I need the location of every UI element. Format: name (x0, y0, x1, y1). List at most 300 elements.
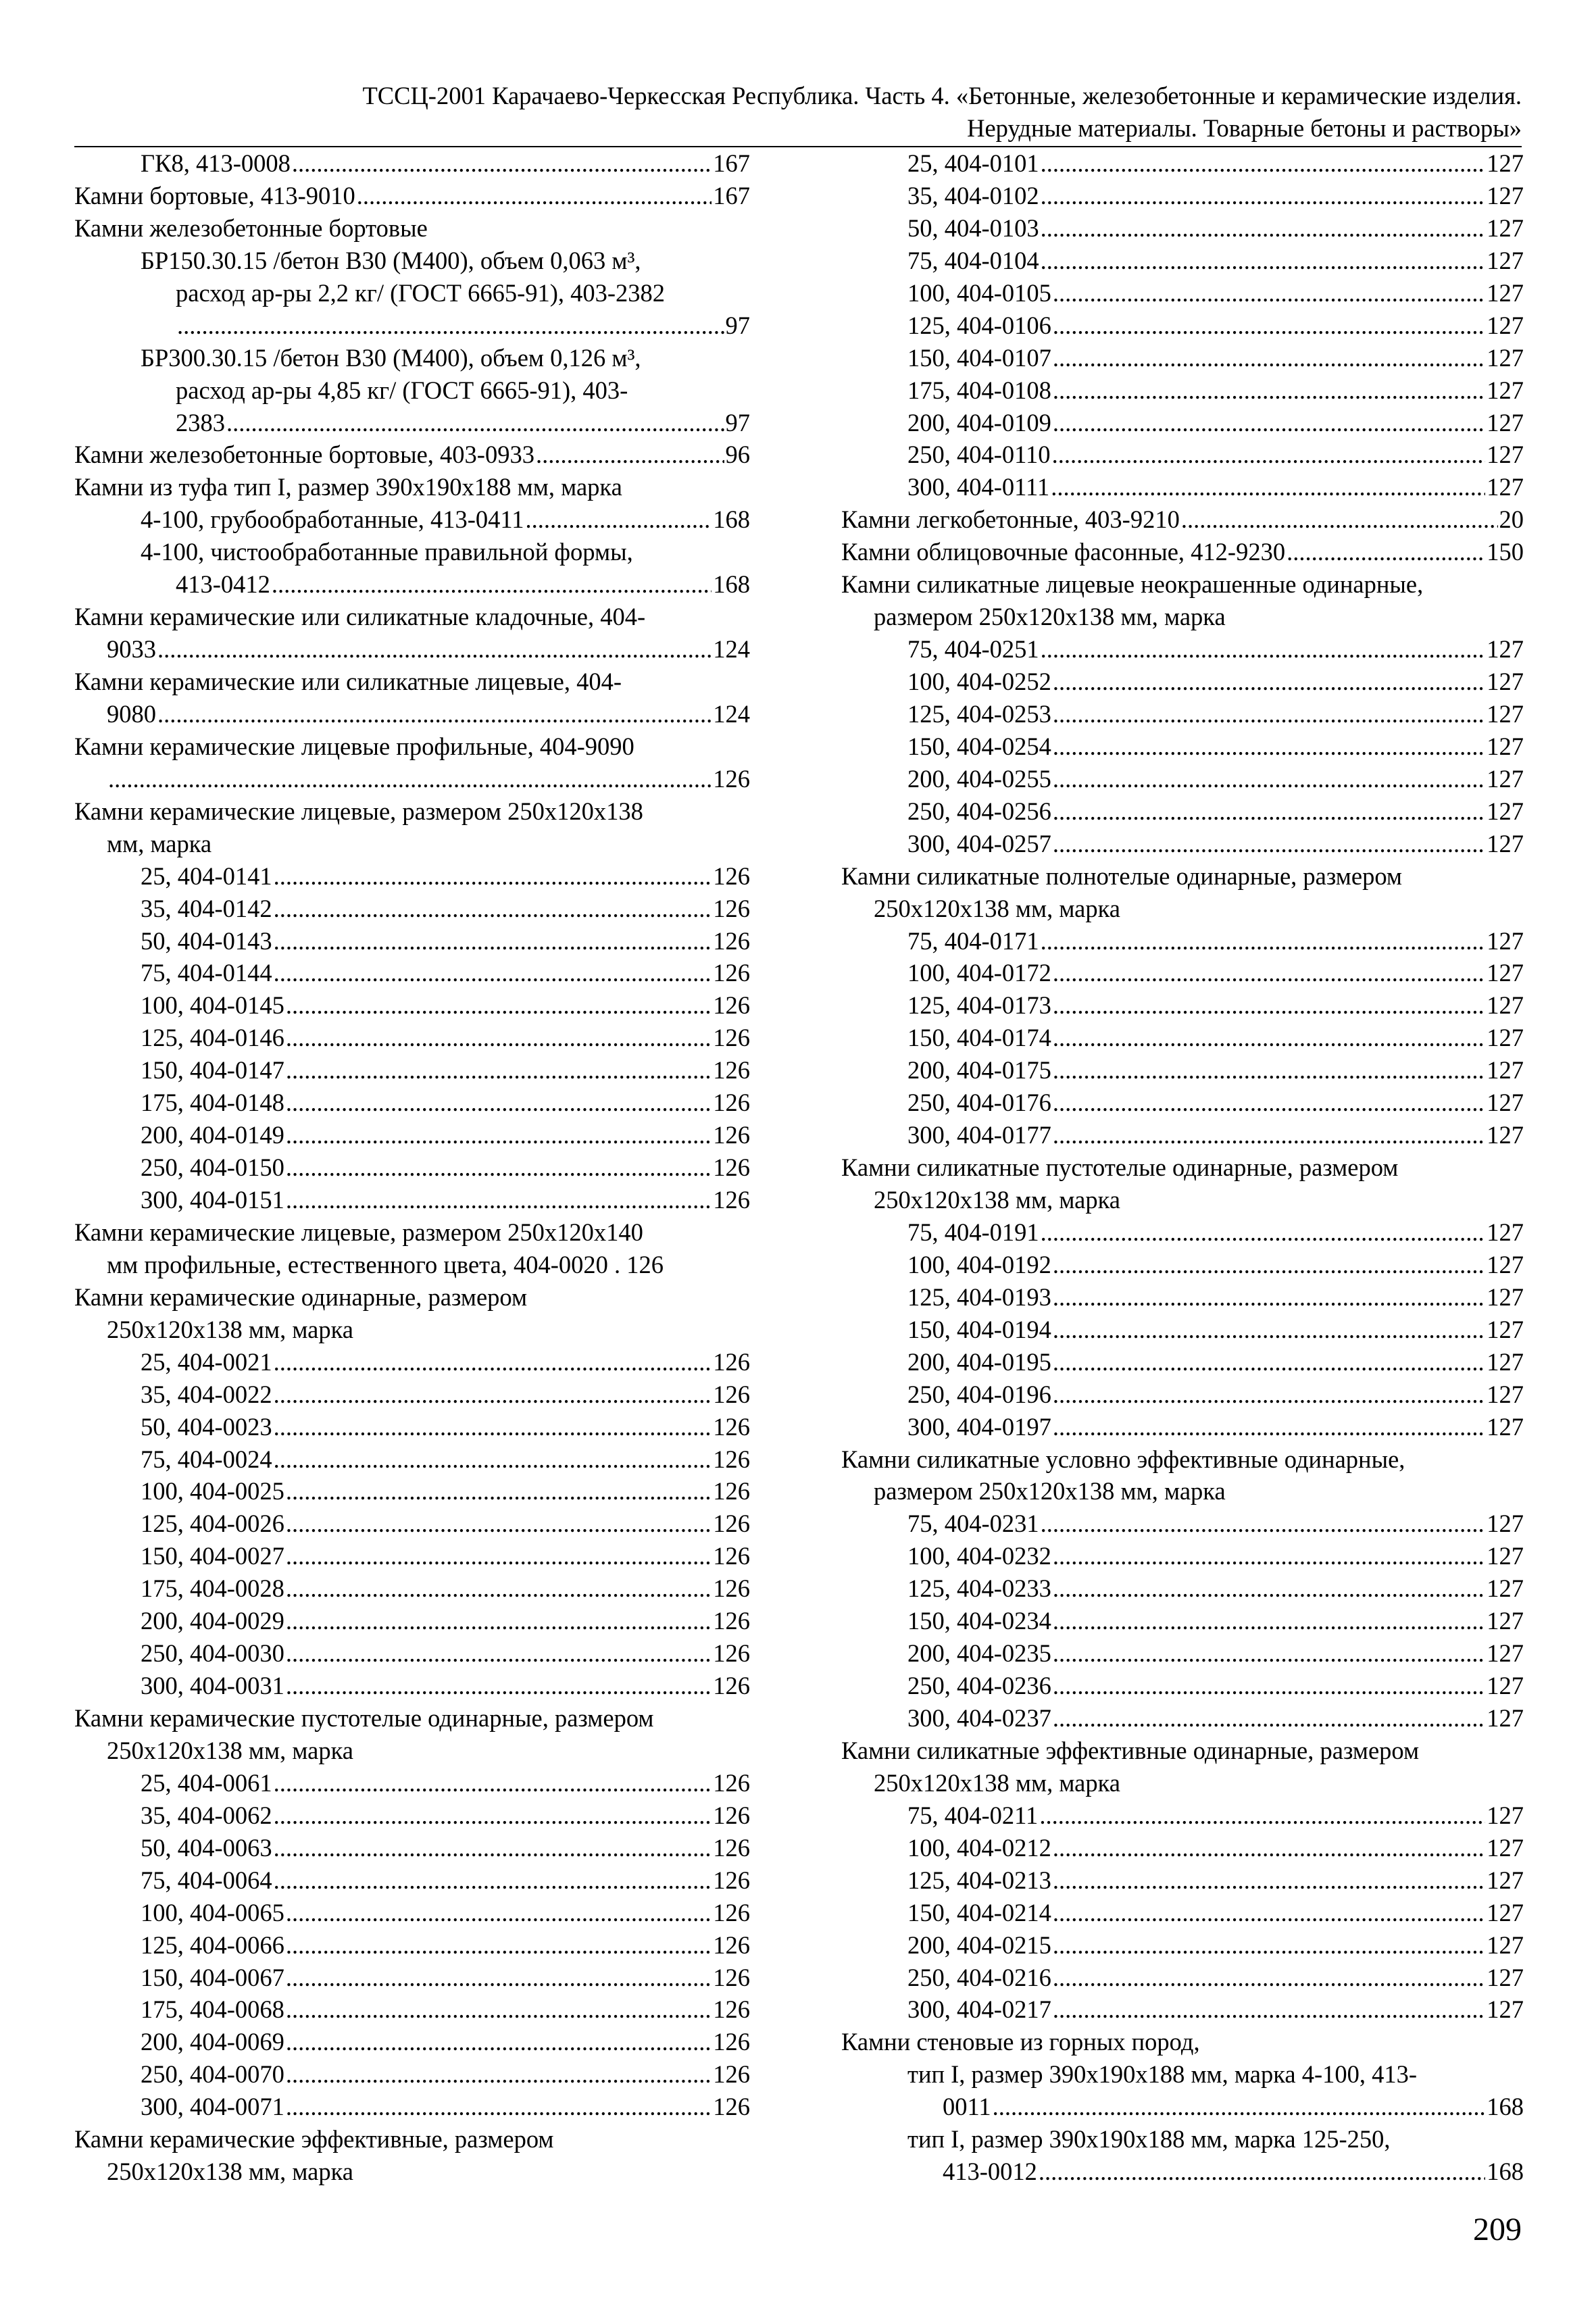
index-entry (74, 1022, 750, 1054)
index-entry (74, 1735, 750, 1767)
entry-text: 125, 404-0106 (907, 311, 1051, 339)
entry-page-ref: 124 (713, 699, 750, 728)
index-entry (841, 1864, 1524, 1897)
entry-text: 0011 (943, 2093, 991, 2121)
entry-page-ref: 126 (713, 764, 750, 793)
entry-page-ref: 127 (1487, 149, 1524, 177)
entry-text: 250, 404-0030 (141, 1639, 284, 1668)
index-entry (74, 1411, 750, 1443)
index-entry (841, 795, 1524, 828)
index-entry (841, 245, 1524, 277)
index-entry (74, 1087, 750, 1119)
entry-text: 175, 404-0028 (141, 1574, 284, 1603)
entry-page-ref: 126 (713, 1801, 750, 1829)
entry-page-ref: 126 (713, 1510, 750, 1538)
dot-leader (286, 1993, 712, 2026)
entry-page-ref: 126 (713, 2028, 750, 2056)
index-entry (74, 2058, 750, 2091)
entry-text: 150, 404-0027 (141, 1542, 284, 1570)
entry-text: 150, 404-0067 (141, 1963, 284, 1991)
entry-text: 300, 404-0151 (141, 1186, 284, 1214)
dot-leader (286, 1119, 712, 1151)
index-entry (74, 1314, 750, 1346)
index-entry (841, 1605, 1524, 1637)
index-entry (841, 828, 1524, 860)
index-entry (841, 957, 1524, 989)
entry-text: 50, 404-0143 (141, 926, 272, 955)
entry-page-ref: 126 (713, 862, 750, 890)
entry-text: 75, 404-0104 (907, 246, 1039, 274)
entry-text: 250, 404-0070 (141, 2060, 284, 2089)
entry-text: 200, 404-0195 (907, 1347, 1051, 1376)
dot-leader (1053, 795, 1485, 828)
dot-leader (286, 2058, 712, 2091)
entry-text: 2383 (176, 408, 225, 437)
entry-page-ref: 126 (713, 1412, 750, 1441)
index-entry (841, 568, 1524, 601)
index-entry (841, 1216, 1524, 1249)
dot-leader (1053, 1637, 1485, 1670)
entry-text: 300, 404-0217 (907, 1995, 1051, 2024)
entry-text: 150, 404-0194 (907, 1315, 1051, 1343)
entry-page-ref: 127 (1487, 1574, 1524, 1603)
index-entry (841, 1508, 1524, 1540)
dot-leader (1053, 1702, 1485, 1735)
entry-text: 75, 404-0231 (907, 1510, 1039, 1538)
entry-text: 100, 404-0192 (907, 1250, 1051, 1278)
entry-page-ref: 127 (1487, 1995, 1524, 2024)
entry-text: 300, 404-0071 (141, 2093, 284, 2121)
index-entry (74, 439, 750, 471)
index-entry (74, 1540, 750, 1572)
index-entry (841, 1022, 1524, 1054)
entry-text: 125, 404-0026 (141, 1510, 284, 1538)
entry-text: Камни силикатные лицевые неокрашенные одинарные, (841, 570, 1424, 599)
index-entry (841, 1346, 1524, 1378)
dot-leader (1053, 1605, 1485, 1637)
entry-page-ref: 127 (1487, 1347, 1524, 1376)
entry-text: 35, 404-0102 (907, 181, 1039, 209)
index-entry (841, 1799, 1524, 1832)
entry-text: 300, 404-0111 (907, 473, 1050, 501)
entry-text: 100, 404-0172 (907, 959, 1051, 987)
entry-page-ref: 126 (713, 1024, 750, 1052)
entry-text: Камни из туфа тип I, размер 390x190x188 мм, марка (74, 473, 622, 501)
index-entry (841, 1249, 1524, 1281)
entry-text: 300, 404-0237 (907, 1704, 1051, 1732)
entry-page-ref: 127 (1487, 441, 1524, 469)
entry-text: 35, 404-0022 (141, 1380, 272, 1408)
dot-leader (1053, 1962, 1485, 1994)
index-column-right (841, 147, 1524, 2195)
entry-page-ref: 127 (1487, 699, 1524, 728)
entry-text: Камни силикатные эффективные одинарные, размером (841, 1736, 1420, 1764)
entry-page-ref: 127 (1487, 473, 1524, 501)
index-entry (74, 795, 750, 828)
index-entry (74, 2091, 750, 2123)
index-entry (74, 666, 750, 698)
dot-leader (1041, 180, 1486, 212)
index-column-left (74, 147, 750, 2195)
entry-text: 125, 404-0213 (907, 1866, 1051, 1894)
entry-text: 250, 404-0150 (141, 1153, 284, 1182)
entry-text: 125, 404-0146 (141, 1024, 284, 1052)
entry-text: Камни керамические пустотелые одинарные, размером (74, 1704, 654, 1732)
entry-text: 125, 404-0233 (907, 1574, 1051, 1603)
entry-text: тип I, размер 390x190x188 мм, марка 4-100, 413- (907, 2060, 1418, 2089)
index-entry (841, 1443, 1524, 1476)
entry-page-ref: 167 (713, 181, 750, 209)
entry-text: 75, 404-0171 (907, 926, 1039, 955)
index-entry (841, 1281, 1524, 1314)
entry-page-ref: 127 (1487, 1380, 1524, 1408)
entry-text: 100, 404-0105 (907, 278, 1051, 307)
dot-leader (1053, 1670, 1485, 1702)
entry-page-ref: 20 (1499, 505, 1524, 534)
entry-text: 300, 404-0177 (907, 1121, 1051, 1149)
entry-page-ref: 127 (1487, 1639, 1524, 1668)
index-entry (74, 1670, 750, 1702)
dot-leader (1053, 1993, 1485, 2026)
entry-page-ref: 127 (1487, 732, 1524, 760)
dot-leader (286, 1475, 712, 1508)
entry-text: 100, 404-0232 (907, 1542, 1051, 1570)
entry-page-ref: 127 (1487, 797, 1524, 825)
entry-text: Камни силикатные пустотелые одинарные, размером (841, 1153, 1399, 1182)
dot-leader (274, 1346, 712, 1378)
index-entry (841, 730, 1524, 763)
dot-leader (1041, 212, 1486, 245)
entry-page-ref: 126 (713, 1380, 750, 1408)
entry-text: 250, 404-0196 (907, 1380, 1051, 1408)
dot-leader (536, 439, 724, 471)
entry-page-ref: 126 (713, 1477, 750, 1505)
entry-page-ref: 127 (1487, 1542, 1524, 1570)
entry-text: расход ар-ры 4,85 кг/ (ГОСТ 6665-91), 403- (176, 376, 628, 404)
index-entry (74, 1702, 750, 1735)
entry-text: 250, 404-0216 (907, 1963, 1051, 1991)
index-entry (74, 1572, 750, 1605)
entry-text: 75, 404-0024 (141, 1445, 272, 1473)
index-entry (841, 666, 1524, 698)
entry-page-ref: 126 (713, 1672, 750, 1700)
index-entry (841, 536, 1524, 568)
dot-leader (1053, 1087, 1485, 1119)
entry-page-ref: 126 (713, 1089, 750, 1117)
index-entry (74, 1864, 750, 1897)
entry-page-ref: 127 (1487, 1931, 1524, 1959)
entry-page-ref: 126 (713, 2093, 750, 2121)
dot-leader (1053, 1281, 1485, 1314)
index-entry (74, 1054, 750, 1087)
entry-text: 175, 404-0148 (141, 1089, 284, 1117)
index-entry (74, 374, 750, 407)
entry-text: Камни стеновые из горных пород, (841, 2028, 1200, 2056)
index-entry (841, 1929, 1524, 1962)
index-entry (74, 277, 750, 309)
dot-leader (1053, 374, 1485, 407)
index-entry (841, 1702, 1524, 1735)
index-entry (841, 1572, 1524, 1605)
dot-leader (1053, 763, 1485, 795)
dot-leader (1041, 147, 1486, 180)
index-entry (74, 1929, 750, 1962)
index-entry (74, 698, 750, 730)
entry-text: 100, 404-0252 (907, 668, 1051, 695)
index-entry (74, 1993, 750, 2026)
index-entry (74, 633, 750, 666)
dot-leader (286, 1151, 712, 1184)
index-entry (74, 957, 750, 989)
entry-text: 75, 404-0064 (141, 1866, 272, 1894)
index-entry (74, 1475, 750, 1508)
entry-text: 150, 404-0174 (907, 1024, 1051, 1052)
entry-page-ref: 126 (713, 894, 750, 922)
dot-leader (272, 568, 712, 601)
entry-text: 150, 404-0214 (907, 1898, 1051, 1926)
dot-leader (274, 957, 712, 989)
dot-leader (1053, 1249, 1485, 1281)
entry-text: Камни силикатные полнотелые одинарные, размером (841, 862, 1402, 890)
entry-text: тип I, размер 390x190x188 мм, марка 125-250, (907, 2125, 1391, 2154)
dot-leader (1053, 1411, 1485, 1443)
index-entry (841, 763, 1524, 795)
dot-leader (1053, 957, 1485, 989)
dot-leader (292, 147, 712, 180)
entry-text: 4-100, чистообработанные правильной формы, (141, 538, 633, 566)
index-entry (74, 342, 750, 374)
entry-page-ref: 127 (1487, 926, 1524, 955)
index-entry (841, 2091, 1524, 2123)
index-entry (74, 471, 750, 503)
index-entry (841, 277, 1524, 309)
entry-text: 175, 404-0068 (141, 1995, 284, 2024)
entry-text: Камни керамические или силикатные кладочные, 404- (74, 603, 646, 631)
entry-page-ref: 126 (713, 1542, 750, 1570)
entry-text: 200, 404-0069 (141, 2028, 284, 2056)
entry-text: 250, 404-0110 (907, 441, 1051, 469)
entry-page-ref: 127 (1487, 376, 1524, 404)
entry-page-ref: 126 (713, 991, 750, 1020)
entry-page-ref: 127 (1487, 1704, 1524, 1732)
dot-leader (1039, 1799, 1485, 1832)
entry-text: Камни железобетонные бортовые (74, 214, 428, 242)
dot-leader (1181, 503, 1498, 536)
index-entry (841, 925, 1524, 957)
index-entry (74, 1346, 750, 1378)
dot-leader (286, 1962, 712, 1994)
entry-page-ref: 126 (713, 2060, 750, 2089)
entry-text: 250, 404-0176 (907, 1089, 1051, 1117)
index-entry (74, 1249, 750, 1281)
index-entry (841, 374, 1524, 407)
index-entry (74, 893, 750, 925)
dot-leader (526, 503, 712, 536)
dot-leader (274, 1443, 712, 1476)
index-entry (841, 633, 1524, 666)
entry-page-ref: 126 (713, 1931, 750, 1959)
entry-text: Камни легкобетонные, 403-9210 (841, 505, 1180, 534)
entry-text: 25, 404-0101 (907, 149, 1039, 177)
index-entry (841, 147, 1524, 180)
index-entry (841, 1054, 1524, 1087)
index-entry (841, 1832, 1524, 1864)
index-entry (74, 1832, 750, 1864)
dot-leader (1053, 1346, 1485, 1378)
page-number: 209 (1473, 2212, 1522, 2247)
entry-text: Камни керамические одинарные, размером (74, 1283, 528, 1311)
index-entry (841, 1670, 1524, 1702)
dot-leader (1041, 245, 1486, 277)
entry-text: 413-0012 (943, 2158, 1037, 2186)
index-entry (74, 1216, 750, 1249)
index-entry (74, 1767, 750, 1799)
index-entry (841, 1411, 1524, 1443)
entry-text: 200, 404-0175 (907, 1056, 1051, 1085)
entry-text: 50, 404-0023 (141, 1412, 272, 1441)
index-entry (74, 1378, 750, 1411)
entry-page-ref: 96 (725, 441, 750, 469)
entry-text: ГК8, 413-0008 (141, 149, 291, 177)
dot-leader (1053, 989, 1485, 1022)
index-entry (74, 925, 750, 957)
entry-page-ref: 126 (713, 1768, 750, 1797)
dot-leader (286, 1637, 712, 1670)
entry-page-ref: 126 (713, 959, 750, 987)
entry-text: расход ар-ры 2,2 кг/ (ГОСТ 6665-91), 403-2382 (176, 278, 666, 307)
dot-leader (357, 180, 712, 212)
entry-text: 125, 404-0173 (907, 991, 1051, 1020)
index-entry (74, 1281, 750, 1314)
dot-leader (274, 893, 712, 925)
entry-page-ref: 168 (713, 570, 750, 599)
index-entry (841, 1767, 1524, 1799)
entry-text: 100, 404-0145 (141, 991, 284, 1020)
entry-page-ref: 127 (1487, 635, 1524, 664)
index-entry (841, 1540, 1524, 1572)
entry-page-ref: 126 (713, 926, 750, 955)
entry-page-ref: 168 (1487, 2093, 1524, 2121)
dot-leader (1053, 1378, 1485, 1411)
index-entry (841, 989, 1524, 1022)
index-entry (74, 763, 750, 795)
dot-leader (1053, 1864, 1485, 1897)
entry-page-ref: 126 (713, 1347, 750, 1376)
entry-page-ref: 127 (1487, 1898, 1524, 1926)
index-entry (74, 536, 750, 568)
index-entry (841, 1314, 1524, 1346)
entry-page-ref: 126 (713, 1445, 750, 1473)
entry-page-ref: 168 (713, 505, 750, 534)
entry-text: 200, 404-0215 (907, 1931, 1051, 1959)
entry-text: 250x120x138 мм, марка (874, 894, 1120, 922)
entry-text: 50, 404-0063 (141, 1833, 272, 1862)
entry-page-ref: 127 (1487, 1024, 1524, 1052)
dot-leader (286, 1540, 712, 1572)
dot-leader (286, 1087, 712, 1119)
entry-page-ref: 168 (1487, 2158, 1524, 2186)
entry-page-ref: 127 (1487, 1607, 1524, 1635)
entry-text: 175, 404-0108 (907, 376, 1051, 404)
index-entry (74, 860, 750, 893)
entry-text: БР300.30.15 /бетон В30 (М400), объем 0,126 м³, (141, 343, 641, 372)
index-entry (841, 2123, 1524, 2156)
entry-page-ref: 127 (1487, 1218, 1524, 1246)
entry-text: 250x120x138 мм, марка (107, 1736, 353, 1764)
dot-leader (1053, 730, 1485, 763)
dot-leader (274, 1832, 712, 1864)
index-entry (74, 601, 750, 633)
index-entry (74, 212, 750, 245)
entry-text: 35, 404-0062 (141, 1801, 272, 1829)
dot-leader (177, 309, 724, 342)
dot-leader (286, 1572, 712, 1605)
entry-page-ref: 126 (713, 1186, 750, 1214)
entry-text: 150, 404-0234 (907, 1607, 1051, 1635)
index-entry (841, 1151, 1524, 1184)
entry-page-ref: 127 (1487, 1283, 1524, 1311)
entry-text: 200, 404-0149 (141, 1121, 284, 1149)
entry-page-ref: 127 (1487, 214, 1524, 242)
dot-leader (274, 1864, 712, 1897)
entry-page-ref: 126 (713, 1574, 750, 1603)
index-entry (74, 503, 750, 536)
dot-leader (1053, 828, 1485, 860)
entry-page-ref: 150 (1487, 538, 1524, 566)
dot-leader (1053, 1540, 1485, 1572)
entry-text: 250, 404-0236 (907, 1672, 1051, 1700)
entry-text: Камни железобетонные бортовые, 403-0933 (74, 441, 534, 469)
dot-leader (274, 1767, 712, 1799)
index-entry (841, 2058, 1524, 2091)
index-entry (74, 1799, 750, 1832)
index-entry (841, 601, 1524, 633)
index-entry (74, 1637, 750, 1670)
header-line-1: ТССЦ-2001 Карачаево-Черкесская Республика. Часть 4. «Бетонные, железобетонные и керамические изделия. (362, 82, 1522, 109)
index-entry (841, 1735, 1524, 1767)
header-line-2: Нерудные материалы. Товарные бетоны и растворы» (967, 114, 1522, 142)
entry-text: 25, 404-0021 (141, 1347, 272, 1376)
entry-page-ref: 127 (1487, 343, 1524, 372)
entry-page-ref: 127 (1487, 1866, 1524, 1894)
index-entry (74, 828, 750, 860)
entry-text: Камни керамические или силикатные лицевые, 404- (74, 668, 622, 695)
dot-leader (286, 2026, 712, 2058)
entry-page-ref: 127 (1487, 1963, 1524, 1991)
dot-leader (1041, 1508, 1486, 1540)
entry-text: 100, 404-0212 (907, 1833, 1051, 1862)
dot-leader (1053, 1119, 1485, 1151)
index-entry (74, 2026, 750, 2058)
entry-text: 25, 404-0061 (141, 1768, 272, 1797)
dot-leader (1053, 1572, 1485, 1605)
entry-page-ref: 127 (1487, 959, 1524, 987)
dot-leader (286, 1022, 712, 1054)
index-entry (74, 1151, 750, 1184)
dot-leader (286, 1605, 712, 1637)
entry-page-ref: 127 (1487, 991, 1524, 1020)
entry-text: 413-0412 (176, 570, 270, 599)
index-entry (841, 1378, 1524, 1411)
index-entry (841, 860, 1524, 893)
index-entry (74, 1605, 750, 1637)
entry-text: Камни керамические лицевые профильные, 404-9090 (74, 732, 634, 760)
dot-leader (274, 860, 712, 893)
dot-leader (157, 633, 712, 666)
entry-text: 150, 404-0147 (141, 1056, 284, 1085)
entry-text: Камни керамические лицевые, размером 250x120x138 (74, 797, 643, 825)
dot-leader (1287, 536, 1485, 568)
